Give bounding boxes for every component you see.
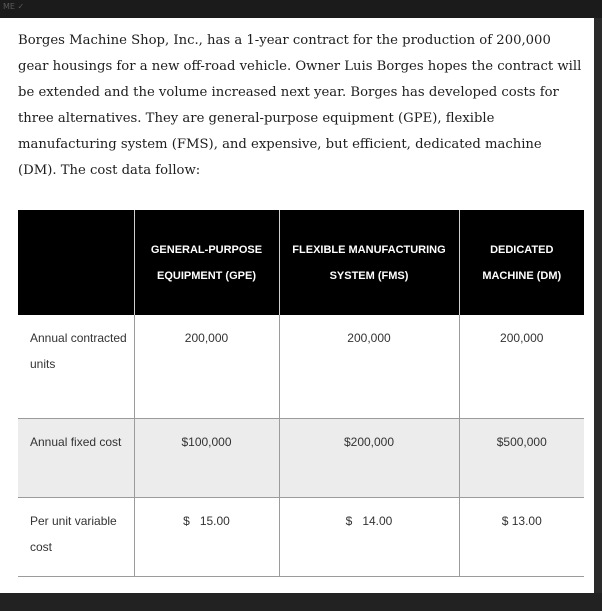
top-bar-label: ME ✓ [3, 2, 25, 11]
question-card [0, 18, 594, 593]
row-label: Per unit variable cost [18, 498, 134, 577]
row-label: Annual contracted units [18, 315, 134, 419]
table-row [18, 315, 584, 419]
row-label: Annual fixed cost [18, 419, 134, 498]
cost-table [18, 210, 584, 577]
problem-statement: Borges Machine Shop, Inc., has a 1-year contract for the production of 200,000 gear housings for a new off-road vehicle. Owner Luis Borges hopes the contract will be extended and the volume increased next year. Borges has developed costs for three alternatives. They are general-purpose equipment (GPE), flexible manufacturing system (FMS), and expensive, but efficient, dedicated machine (DM). The cost data follow: [18, 33, 582, 178]
table-header-row [18, 210, 584, 315]
cell-gpe: $100,000 [134, 419, 279, 498]
cell-dm: $500,000 [459, 419, 584, 498]
cell-gpe: 200,000 [134, 315, 279, 419]
cell-dm: 200,000 [459, 315, 584, 419]
cell-fms: 200,000 [279, 315, 459, 419]
header-empty-cell [18, 210, 134, 315]
header-gpe: GENERAL-PURPOSE EQUIPMENT (GPE) [134, 210, 279, 315]
cell-gpe: $ 15.00 [134, 498, 279, 577]
header-dm: DEDICATED MACHINE (DM) [459, 210, 584, 315]
cell-fms: $ 14.00 [279, 498, 459, 577]
table-row [18, 419, 584, 498]
top-bar [0, 0, 602, 18]
cell-fms: $200,000 [279, 419, 459, 498]
cell-dm: $ 13.00 [459, 498, 584, 577]
side-strip [594, 18, 602, 593]
header-fms: FLEXIBLE MANUFACTURING SYSTEM (FMS) [279, 210, 459, 315]
table-row [18, 498, 584, 577]
